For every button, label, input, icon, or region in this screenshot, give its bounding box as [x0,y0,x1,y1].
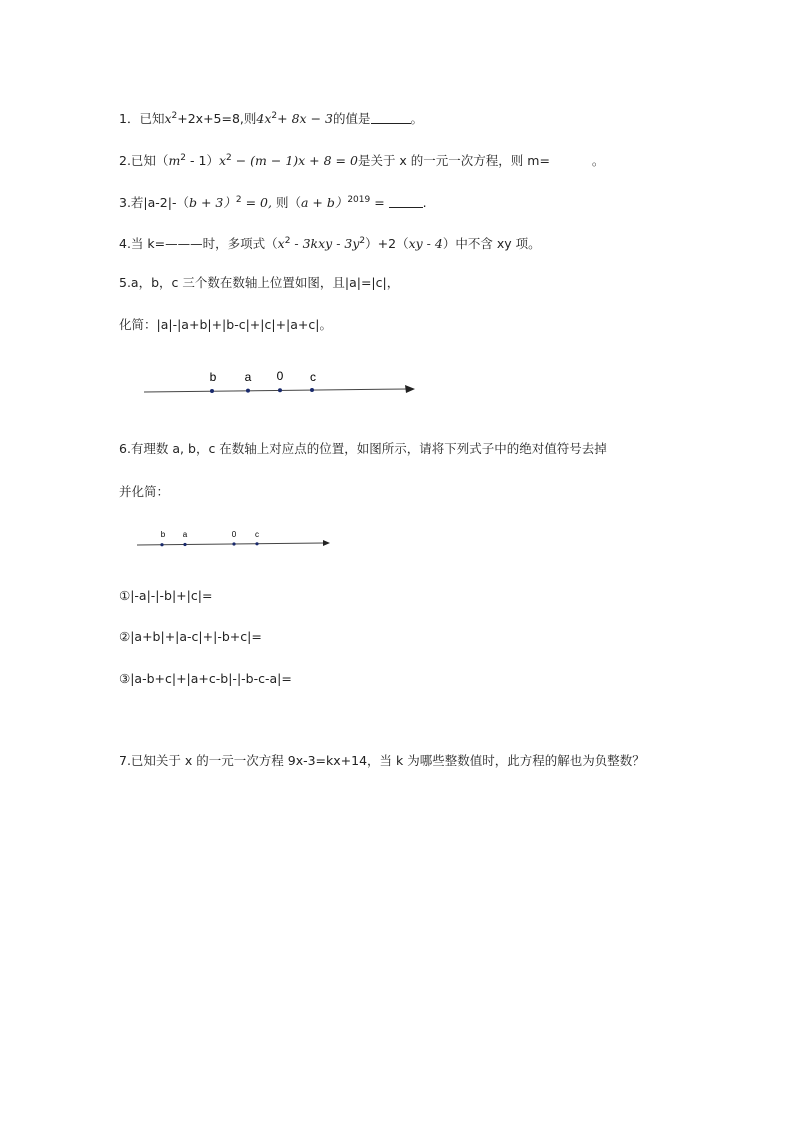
number-line-1-label-c: c [310,370,316,384]
q2-equation: − (m − 1)x + 8 = 0 [231,153,358,168]
q4-p2-sup: 2 [359,236,366,246]
q4-prefix: 4.当 k=———时，多项式（ [119,236,278,251]
q1-expr-sup: 2 [271,111,278,121]
q2-x-sup: 2 [226,153,232,163]
q1-sup: 2 [171,111,178,121]
q4-p3: ）+2（ [365,236,409,251]
number-line-1-point-b [210,389,214,393]
q3-b-term: b + 3） [188,195,236,210]
question-1 [119,108,423,127]
question-6-line-1: 6.有理数 a, b，c 在数轴上对应点的位置，如图所示，请将下列式子中的绝对值符号去掉 [119,441,607,456]
q1-math-x: x [164,111,172,126]
question-2 [119,150,604,169]
question-3 [119,192,427,211]
q2-m-rest: - 1） [186,153,219,168]
q3-eq-zero: = 0, [241,195,272,210]
q1-expr-rest: + 8x − 3 [277,111,333,126]
q1-expr: 4x [256,111,272,126]
q2-x: x [218,153,227,168]
question-7: 7.已知关于 x 的一元一次方程 9x-3=kx+14，当 k 为哪些整数值时，此方程的解也为负整数？ [119,753,645,768]
q1-answer-blank[interactable] [371,111,411,124]
q2-tail: 。 [591,153,605,168]
number-line-1-label-b: b [209,370,217,384]
number-line-1-point-c [310,388,314,392]
q3-then: 则（ [271,195,301,210]
q3-ab-term: a + b） [300,195,348,210]
number-line-1-label-a: a [244,370,252,384]
number-line-1-arrow [405,385,415,393]
q3-b-sup: 2 [235,195,242,205]
question-5-line-1: 5.a，b，c 三个数在数轴上位置如图，且|a|=|c|， [119,275,400,290]
number-line-2-point-0 [232,542,235,545]
number-line-2-point-a [183,543,186,546]
q3-ab-sup: 2019 [347,195,371,205]
number-line-2-label-c: c [255,530,259,539]
question-6-item-3: ③|a-b+c|+|a+c-b|-|-b-c-a|= [119,671,292,686]
q1-prefix: 1．已知 [119,111,165,126]
number-line-1 [140,362,430,402]
q3-prefix: 3.若|a-2|-（ [119,195,189,210]
number-line-1-point-0 [278,388,282,392]
q2-m-sup: 2 [180,153,187,163]
q1-equation: +2x+5=8,则 [177,111,257,126]
number-line-2-label-0: 0 [231,530,237,539]
question-4 [119,233,541,252]
number-line-1-axis [144,389,408,392]
question-6-item-1: ①|-a|-|-b|+|c|= [119,588,213,603]
q4-p1: x [277,236,285,251]
q3-equals: = [370,195,385,210]
number-line-2-arrow [323,540,330,546]
q3-tail: . [422,195,427,210]
q4-p1-sup: 2 [284,236,291,246]
question-6-line-2: 并化简： [119,484,170,499]
q3-answer-blank[interactable] [389,195,423,208]
q2-m: m [168,153,181,168]
number-line-2-point-c [255,542,258,545]
number-line-2-point-b [160,543,163,546]
q1-tail: 。 [410,111,424,126]
q4-p2: - 3kxy - 3y [290,236,360,251]
q4-p4: xy - 4 [408,236,443,251]
q2-text: 是关于 x 的一元一次方程，则 m= [357,153,550,168]
q4-tail: ）中不含 xy 项。 [442,236,541,251]
number-line-2-label-b: b [160,530,166,539]
question-5-line-2: 化简：|a|-|a+b|+|b-c|+|c|+|a+c|。 [119,317,332,332]
q2-prefix: 2.已知（ [119,153,169,168]
number-line-1-label-0: 0 [276,369,284,383]
number-line-2 [134,525,339,553]
number-line-2-label-a: a [182,530,188,539]
q1-text: 的值是 [332,111,371,126]
question-6-item-2: ②|a+b|+|a-c|+|-b+c|= [119,629,262,644]
number-line-2-axis [137,543,324,545]
number-line-1-point-a [246,389,250,393]
